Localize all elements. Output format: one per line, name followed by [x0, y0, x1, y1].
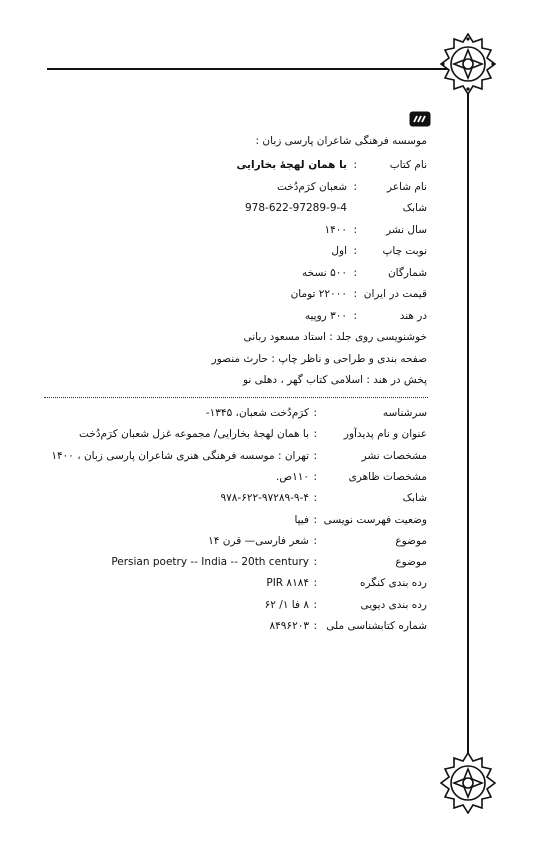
- book-info-row-colon: :: [353, 159, 357, 171]
- book-info-row-value: ۵۰۰ نسخه: [302, 266, 347, 279]
- credit-line: [107, 349, 427, 369]
- catalog-row: [107, 467, 427, 487]
- book-info-row: [107, 220, 427, 240]
- book-info-row-colon: :: [353, 288, 357, 300]
- catalog-row: [107, 595, 427, 615]
- book-info-row: [107, 177, 427, 197]
- catalog-row-label: موضوع: [395, 534, 427, 547]
- catalog-row-colon: :: [313, 407, 317, 419]
- book-info-row-label: در هند: [399, 309, 427, 322]
- catalog-row-value: ۹۷۸-۶۲۲-۹۷۲۸۹-۹-۴: [220, 492, 309, 505]
- publisher-line: [107, 131, 427, 151]
- catalog-row-label: موضوع: [395, 556, 427, 569]
- catalog-row-label: مشخصات ظاهری: [348, 470, 427, 483]
- catalog-row: [79, 424, 427, 444]
- catalog-row-colon: :: [313, 598, 317, 611]
- credit-text: خوشنویسی روی جلد : استاد مسعود ربانی: [243, 331, 427, 343]
- book-info-row-label: نام شاعر: [386, 180, 427, 193]
- ornament-bottom-icon: [437, 752, 499, 814]
- catalog-row-value: فیپا: [294, 513, 309, 526]
- catalog-row-colon: :: [313, 556, 317, 569]
- catalog-row-label: وضعیت فهرست نویسی: [323, 513, 427, 526]
- book-info-row-colon: :: [353, 180, 357, 193]
- catalog-row-label: سرشناسه: [382, 407, 427, 419]
- catalog-row-value: کرَم‌دُخت شعبان، ۱۳۴۵-: [205, 407, 309, 419]
- book-info-row: [107, 198, 427, 218]
- catalog-row-label: مشخصات نشر: [361, 449, 427, 462]
- catalog-row-value: ۸ فا ۱/ ۶۲: [264, 598, 309, 611]
- catalog-row: [107, 488, 427, 508]
- credit-line: [107, 370, 427, 390]
- book-info-row-colon: :: [353, 309, 357, 322]
- catalog-row-value: با همان لهجهٔ بخارایی/ مجموعه غزل شعبان کرَم‌دُخت: [79, 428, 309, 441]
- catalog-row-value: ۱۱۰ص.: [276, 470, 309, 483]
- publisher-text: موسسه فرهنگی شاعران پارسی زبان :: [255, 135, 427, 147]
- catalog-row-value: ۸۴۹۶۲۰۳: [269, 620, 309, 632]
- catalog-row: [107, 403, 427, 423]
- book-info-row-colon: :: [353, 245, 357, 257]
- catalog-row-label: رده بندی کنگره: [359, 577, 427, 590]
- catalog-row-label: عنوان و نام پدیدآور: [343, 428, 427, 441]
- catalog-row: [107, 552, 427, 572]
- catalog-row-value: شعر فارسی— قرن ۱۴: [208, 534, 309, 547]
- catalog-row-colon: :: [313, 428, 317, 441]
- catalog-row-colon: :: [313, 470, 317, 483]
- side-rule: [467, 68, 469, 783]
- book-info-row-label: شمارگان: [387, 266, 427, 279]
- book-info-row: [107, 284, 427, 304]
- book-info-row-value: ۱۴۰۰: [324, 223, 347, 236]
- catalog-row-label: رده بندی دیویی: [360, 598, 427, 611]
- catalog-row-value: PIR ۸۱۸۴: [266, 577, 309, 590]
- divider: [44, 397, 428, 398]
- catalog-row-colon: :: [313, 513, 317, 526]
- catalog-row: [107, 573, 427, 593]
- book-info-row: [107, 241, 427, 261]
- book-info-row: [107, 306, 427, 326]
- catalog-row-colon: :: [313, 534, 317, 547]
- catalog-row-colon: :: [313, 449, 317, 462]
- book-info-row-colon: :: [353, 223, 357, 236]
- catalog-row-value: تهران : موسسه فرهنگی هنری شاعران پارسی زبان ، ۱۴۰۰: [51, 449, 309, 462]
- book-info-row-label: سال نشر: [385, 223, 427, 236]
- catalog-row: [107, 531, 427, 551]
- catalog-row: [107, 616, 427, 636]
- book-info-row-label: شابک: [402, 202, 427, 214]
- book-info-row-value: شعبان کرَم‌دُخت: [276, 180, 347, 193]
- book-info-row-label: نام کتاب: [389, 159, 427, 171]
- book-info-row-colon: :: [353, 266, 357, 279]
- catalog-row: [51, 446, 427, 466]
- book-info-row-label: قیمت در ایران: [363, 288, 427, 300]
- credit-line: [107, 327, 427, 347]
- book-info-row: [107, 155, 427, 175]
- catalog-row-colon: :: [313, 620, 317, 632]
- book-info-row-value: با همان لهجهٔ بخارایی: [236, 159, 347, 171]
- catalog-row: [107, 510, 427, 530]
- book-info-row-value: ۲۲۰۰۰ تومان: [290, 288, 347, 300]
- book-info-row-label: نوبت چاپ: [382, 245, 427, 257]
- book-info-row-value: ۳۰۰ روپیه: [304, 309, 347, 322]
- book-info-row: [107, 263, 427, 283]
- book-info-row-value: 978-622-97289-9-4: [244, 202, 347, 214]
- catalog-row-colon: :: [313, 492, 317, 505]
- credit-text: پخش در هند : اسلامی کتاب گهر ، دهلی نو: [242, 374, 427, 386]
- catalog-row-value: Persian poetry -- India -- 20th century: [111, 556, 309, 569]
- book-info-row-value: اول: [331, 245, 347, 257]
- catalog-row-colon: :: [313, 577, 317, 590]
- credit-text: صفحه بندی و طراحی و ناظر چاپ : حارث منصور: [211, 352, 427, 365]
- catalog-row-label: شماره کتابشناسی ملی: [326, 620, 427, 632]
- catalog-row-label: شابک: [402, 492, 427, 505]
- ornament-top-icon: [437, 33, 499, 95]
